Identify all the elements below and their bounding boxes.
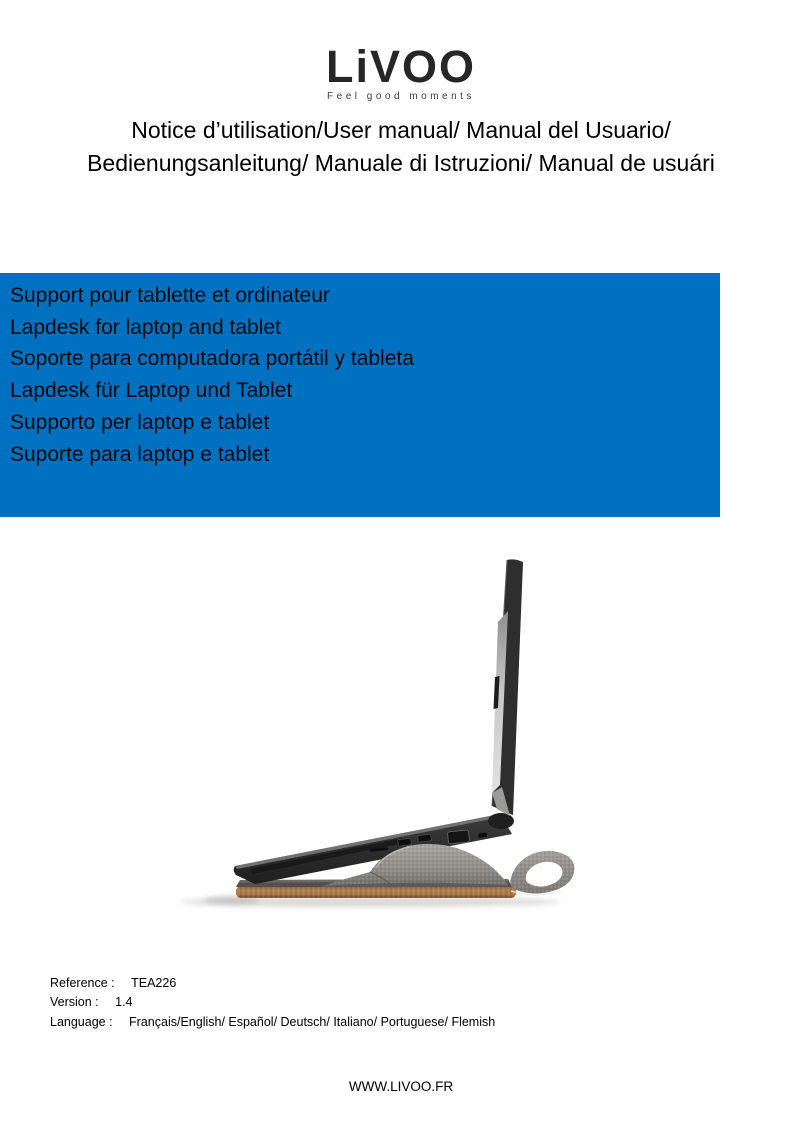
product-name-banner [0,273,720,517]
brand-logo-text: LiVOO [325,41,476,92]
product-photo-svg [170,550,630,920]
version-value: 1.4 [115,995,133,1010]
laptop-screen [492,559,523,816]
wooden-board [236,886,516,898]
footer [0,1079,802,1094]
product-name-pt: Suporte para laptop e tablet [10,442,270,466]
title-line-1: Notice d’utilisation/User manual/ Manual del Usuario/ [131,117,671,143]
logo [0,41,802,102]
product-name-es: Soporte para computadora portátil y tableta [10,347,414,371]
title-line-2: Bedienungsanleitung/ Manuale di Istruzioni/ Manual de usuári [87,150,715,176]
reference-value: TEA226 [131,976,177,990]
product-name-it: Supporto per laptop e tablet [10,410,270,434]
strap-handle [510,851,574,895]
website-url: WWW.LIVOO.FR [348,1079,454,1094]
product-photo [170,550,630,920]
version-label: Version : [50,995,99,1010]
product-name-fr: Support pour tablette et ordinateur [10,284,330,307]
reference-label: Reference : [50,976,115,990]
reference-row [50,974,495,993]
document-title [0,114,802,180]
version-row [50,993,495,1012]
brand-tagline: Feel good moments [327,91,475,102]
product-name-en: Lapdesk for laptop and tablet [10,315,281,339]
reference-block [50,974,495,1032]
laptop-hinge [488,813,514,829]
product-name-de: Lapdesk für Laptop und Tablet [10,379,293,403]
language-row [50,1013,495,1032]
language-label: Language : [50,1014,113,1029]
language-value: Français/English/ Español/ Deutsch/ Italiano/ Portuguese/ Flemish [129,1014,496,1029]
